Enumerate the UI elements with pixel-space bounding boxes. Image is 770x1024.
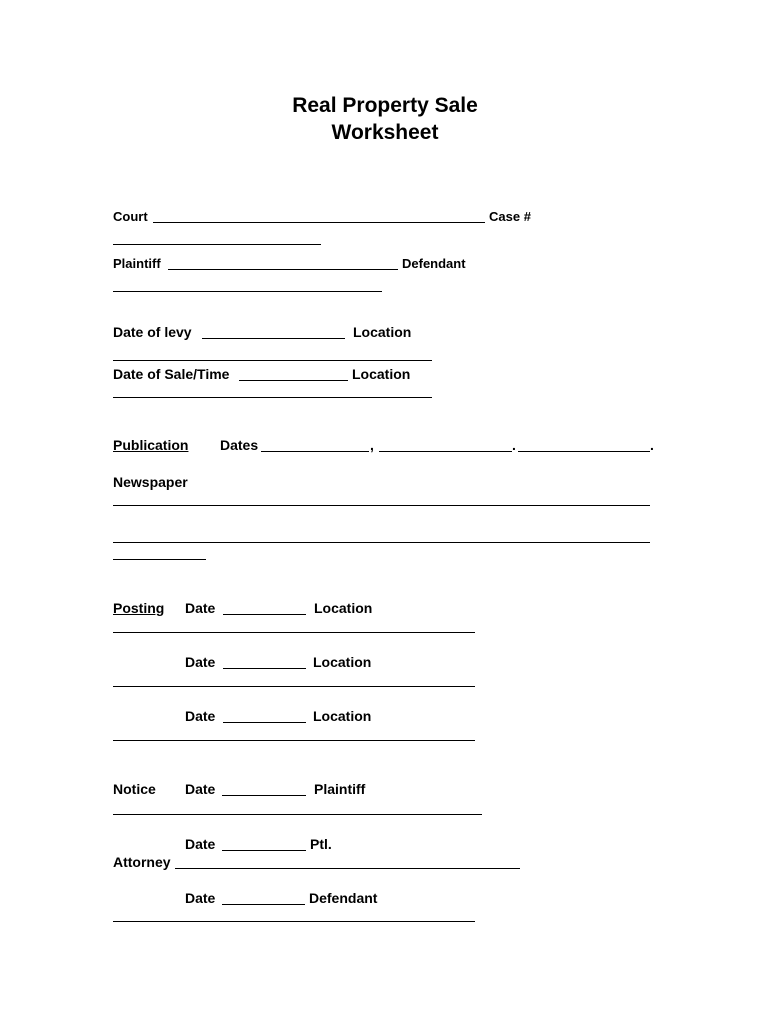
publication-date-1-field[interactable] — [261, 451, 369, 452]
posting-location-label-3: Location — [313, 708, 372, 724]
defendant-label: Defendant — [402, 256, 466, 271]
notice-date-field-3[interactable] — [222, 904, 305, 905]
title-line-1: Real Property Sale — [292, 94, 478, 117]
notice-plaintiff-label: Plaintiff — [314, 781, 366, 797]
notice-plaintiff-field[interactable] — [113, 814, 482, 815]
title-line-2: Worksheet — [331, 121, 439, 144]
court-label: Court — [113, 209, 148, 224]
sale-location-label: Location — [352, 366, 411, 382]
posting-date-field-1[interactable] — [223, 614, 306, 615]
publication-date-3-field[interactable] — [518, 451, 650, 452]
notice-attorney-label: Attorney — [113, 854, 171, 870]
posting-location-field-2[interactable] — [113, 686, 475, 687]
notice-date-label-3: Date — [185, 890, 216, 906]
posting-date-field-3[interactable] — [223, 722, 306, 723]
period-separator-1: . — [512, 437, 516, 453]
notice-date-label-2: Date — [185, 836, 216, 852]
date-of-levy-label: Date of levy — [113, 324, 192, 340]
date-of-sale-field[interactable] — [239, 380, 348, 381]
notice-date-label-1: Date — [185, 781, 216, 797]
notice-date-field-2[interactable] — [222, 850, 306, 851]
sale-location-field[interactable] — [113, 397, 432, 398]
notice-date-field-1[interactable] — [222, 795, 306, 796]
posting-date-label-2: Date — [185, 654, 216, 670]
publication-date-2-field[interactable] — [379, 451, 512, 452]
date-of-sale-label: Date of Sale/Time — [113, 366, 230, 382]
levy-location-label: Location — [353, 324, 412, 340]
posting-location-field-3[interactable] — [113, 740, 475, 741]
notice-ptl-label: Ptl. — [310, 836, 332, 852]
newspaper-field-line-3[interactable] — [113, 559, 206, 560]
levy-location-field[interactable] — [113, 360, 432, 361]
comma-separator: , — [370, 437, 374, 453]
newspaper-label: Newspaper — [113, 474, 188, 490]
posting-date-label-3: Date — [185, 708, 216, 724]
plaintiff-label: Plaintiff — [113, 256, 161, 271]
plaintiff-field[interactable] — [168, 269, 398, 270]
court-field[interactable] — [153, 222, 485, 223]
notice-defendant-field[interactable] — [113, 921, 475, 922]
notice-attorney-field[interactable] — [175, 868, 520, 869]
publication-label: Publication — [113, 437, 189, 453]
period-separator-2: . — [650, 437, 654, 453]
posting-location-label-2: Location — [313, 654, 372, 670]
case-label: Case # — [489, 209, 531, 224]
notice-label: Notice — [113, 781, 156, 797]
date-of-levy-field[interactable] — [202, 338, 345, 339]
newspaper-field-line-1[interactable] — [113, 505, 650, 506]
publication-dates-label: Dates — [220, 437, 259, 453]
notice-defendant-label: Defendant — [309, 890, 378, 906]
defendant-field[interactable] — [113, 291, 382, 292]
posting-label: Posting — [113, 600, 165, 616]
newspaper-field-line-2[interactable] — [113, 542, 650, 543]
posting-date-field-2[interactable] — [223, 668, 306, 669]
posting-date-label-1: Date — [185, 600, 216, 616]
case-field[interactable] — [113, 244, 321, 245]
posting-location-field-1[interactable] — [113, 632, 475, 633]
posting-location-label-1: Location — [314, 600, 373, 616]
